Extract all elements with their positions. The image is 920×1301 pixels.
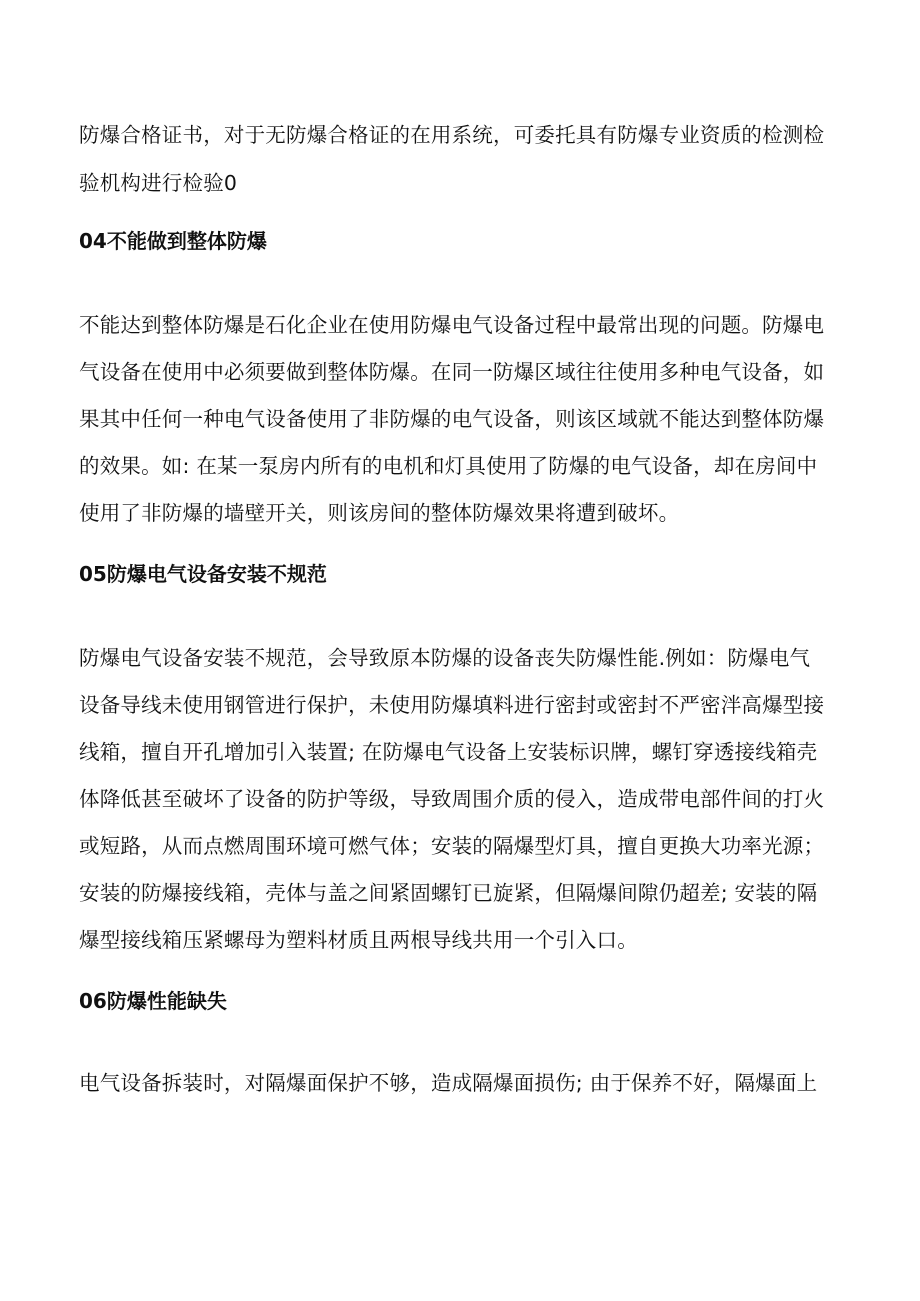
section-05-line-6: 安装的防爆接线箱，壳体与盖之间紧固螺钉已旋紧，但隔爆间隙仍超差; 安装的隔 <box>79 881 818 905</box>
section-04-line-4: 的效果。如: 在某一泵房内所有的电机和灯具使用了防爆的电气设备，却在房间中 <box>79 454 818 478</box>
section-06-line-1: 电气设备拆装时，对隔爆面保护不够，造成隔爆面损伤; 由于保养不好，隔爆面上 <box>79 1071 818 1095</box>
section-05-heading: 05防爆电气设备安装不规范 <box>79 562 327 586</box>
section-04-heading: 04不能做到整体防爆 <box>79 229 267 253</box>
section-04-line-3: 果其中任何一种电气设备使用了非防爆的电气设备，则该区域就不能达到整体防爆 <box>79 407 825 431</box>
section-05-line-7: 爆型接线箱压紧螺母为塑料材质且两根导线共用一个引入口。 <box>79 928 638 952</box>
intro-line-2: 验机构进行检验0 <box>79 171 238 195</box>
section-05-line-4: 体降低甚至破坏了设备的防护等级，导致周围介质的侵入，造成带电部件间的打火 <box>79 787 825 811</box>
section-05-line-1: 防爆电气设备安装不规范，会导致原本防爆的设备丧失防爆性能.例如：防爆电气 <box>79 646 811 670</box>
section-05-line-2: 设备导线未使用钢管进行保护，未使用防爆填料进行密封或密封不严密泮高爆型接 <box>79 693 825 717</box>
section-04-line-2: 气设备在使用中必须要做到整体防爆。在同一防爆区域往往使用多种电气设备，如 <box>79 360 825 384</box>
intro-line-1: 防爆合格证书，对于无防爆合格证的在用系统，可委托具有防爆专业资质的检测检 <box>79 123 825 147</box>
section-04-line-1: 不能达到整体防爆是石化企业在使用防爆电气设备过程中最常出现的问题。防爆电 <box>79 313 825 337</box>
section-04-line-5: 使用了非防爆的墙壁开关，则该房间的整体防爆效果将遭到破坏。 <box>79 501 680 525</box>
section-05-line-5: 或短路，从而点燃周围环境可燃气体；安装的隔爆型灯具，擅自更换大功率光源； <box>79 834 825 858</box>
section-06-heading: 06防爆性能缺失 <box>79 989 227 1013</box>
section-05-line-3: 线箱，擅自开孔增加引入装置; 在防爆电气设备上安装标识牌，螺钉穿透接线箱壳 <box>79 740 818 764</box>
